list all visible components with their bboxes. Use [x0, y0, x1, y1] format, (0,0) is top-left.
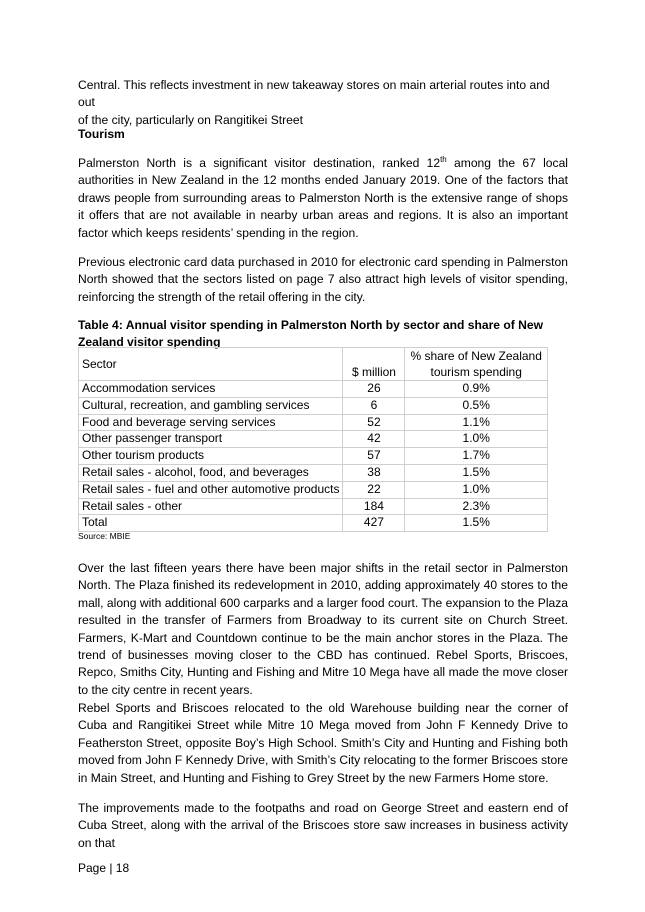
cell-share: 0.5%	[405, 397, 548, 414]
cell-million: 42	[343, 431, 405, 448]
table-source: Source: MBIE	[78, 531, 131, 541]
retail-paragraph-2: Rebel Sports and Briscoes relocated to the old Warehouse building near the corner of Cuba and Rangitikei Street while Mitre 10 Mega moved from John F Kennedy Drive to Featherston Street, opposite Boy’s High School. Smith’s City and Hunting and Fishing both moved from John F Kennedy Drive, with Smith’s City relocating to the former Briscoes store in Main Street, and Hunting and Fishing to Grey Street by the new Farmers Home store.	[78, 701, 568, 785]
cell-sector: Retail sales - alcohol, food, and beverages	[79, 464, 343, 481]
intro-line-1: Central. This reflects investment in new takeaway stores on main arterial routes into and out	[78, 78, 550, 110]
tourism-heading: Tourism	[78, 127, 125, 141]
cell-share: 0.9%	[405, 381, 548, 398]
table-row	[79, 397, 548, 414]
retail-paragraph-3: The improvements made to the footpaths and road on George Street and eastern end of Cuba Street, along with the arrival of the Briscoes store saw increases in business activity on that	[78, 801, 568, 850]
cell-share: 2.3%	[405, 498, 548, 515]
cell-million: 6	[343, 397, 405, 414]
cell-share: 1.5%	[405, 515, 548, 532]
page-number: Page | 18	[78, 861, 130, 875]
header-share-line-1: % share of New Zealand	[405, 348, 548, 365]
table-header-row	[79, 348, 548, 365]
table-row	[79, 414, 548, 431]
cell-million: 427	[343, 515, 405, 532]
table-row	[79, 498, 548, 515]
cell-share: 1.1%	[405, 414, 548, 431]
table-row	[79, 448, 548, 465]
cell-million: 22	[343, 481, 405, 498]
cell-share: 1.7%	[405, 448, 548, 465]
tourism-paragraph-1-part-1: Palmerston North is a significant visitor destination, ranked 12	[78, 156, 441, 170]
table-row	[79, 381, 548, 398]
tourism-paragraph-1-part-2: among the 67 local authorities in New Zealand in the 12 months ended January 2019. One of the factors that draws people from surrounding areas to Palmerston North is the extensive range of shops it offers that are not available in nearby urban areas and regions. It is also an important factor which keeps residents’ spending in the region.	[78, 156, 568, 240]
cell-million: 184	[343, 498, 405, 515]
cell-million: 26	[343, 381, 405, 398]
cell-sector: Retail sales - other	[79, 498, 343, 515]
cell-million: 57	[343, 448, 405, 465]
cell-million: 38	[343, 464, 405, 481]
header-million: $ million	[343, 348, 405, 381]
cell-sector: Other tourism products	[79, 448, 343, 465]
tourism-paragraph-1	[78, 155, 568, 242]
cell-sector: Total	[79, 515, 343, 532]
retail-paragraph-1: Over the last fifteen years there have been major shifts in the retail sector in Palmerston North. The Plaza finished its redevelopment in 2010, adding approximately 40 stores to the mall, along with additional 600 carparks and a larger food court. The expansion to the Plaza resulted in the transfer of Farmers from Broadway to its current site on Church Street. Farmers, K-Mart and Countdown continue to be the main anchor stores in the Plaza. The trend of businesses moving closer to the CBD has continued. Rebel Sports, Briscoes, Repco, Smiths City, Hunting and Fishing and Mitre 10 Mega have all made the move closer to the city centre in recent years.	[78, 561, 568, 697]
cell-sector: Retail sales - fuel and other automotive products	[79, 481, 343, 498]
cell-share: 1.0%	[405, 431, 548, 448]
cell-sector: Food and beverage serving services	[79, 414, 343, 431]
visitor-spending-table	[78, 347, 548, 532]
cell-sector: Cultural, recreation, and gambling services	[79, 397, 343, 414]
cell-million: 52	[343, 414, 405, 431]
table-total-row	[79, 515, 548, 532]
tourism-paragraph-2: Previous electronic card data purchased in 2010 for electronic card spending in Palmerston North showed that the sectors listed on page 7 also attract high levels of visitor spending, reinforcing the strength of the retail offering in the city.	[78, 255, 568, 304]
cell-sector: Other passenger transport	[79, 431, 343, 448]
table-row	[79, 464, 548, 481]
intro-paragraph	[78, 77, 568, 129]
cell-share: 1.5%	[405, 464, 548, 481]
cell-sector: Accommodation services	[79, 381, 343, 398]
intro-line-2: of the city, particularly on Rangitikei Street	[78, 112, 303, 127]
header-share-line-2: tourism spending	[405, 364, 548, 381]
table-row	[79, 431, 548, 448]
table-caption: Table 4: Annual visitor spending in Palmerston North by sector and share of New Zealand visitor spending	[78, 318, 544, 350]
table-row	[79, 481, 548, 498]
ordinal-suffix: th	[440, 154, 447, 164]
header-sector: Sector	[79, 348, 343, 381]
cell-share: 1.0%	[405, 481, 548, 498]
